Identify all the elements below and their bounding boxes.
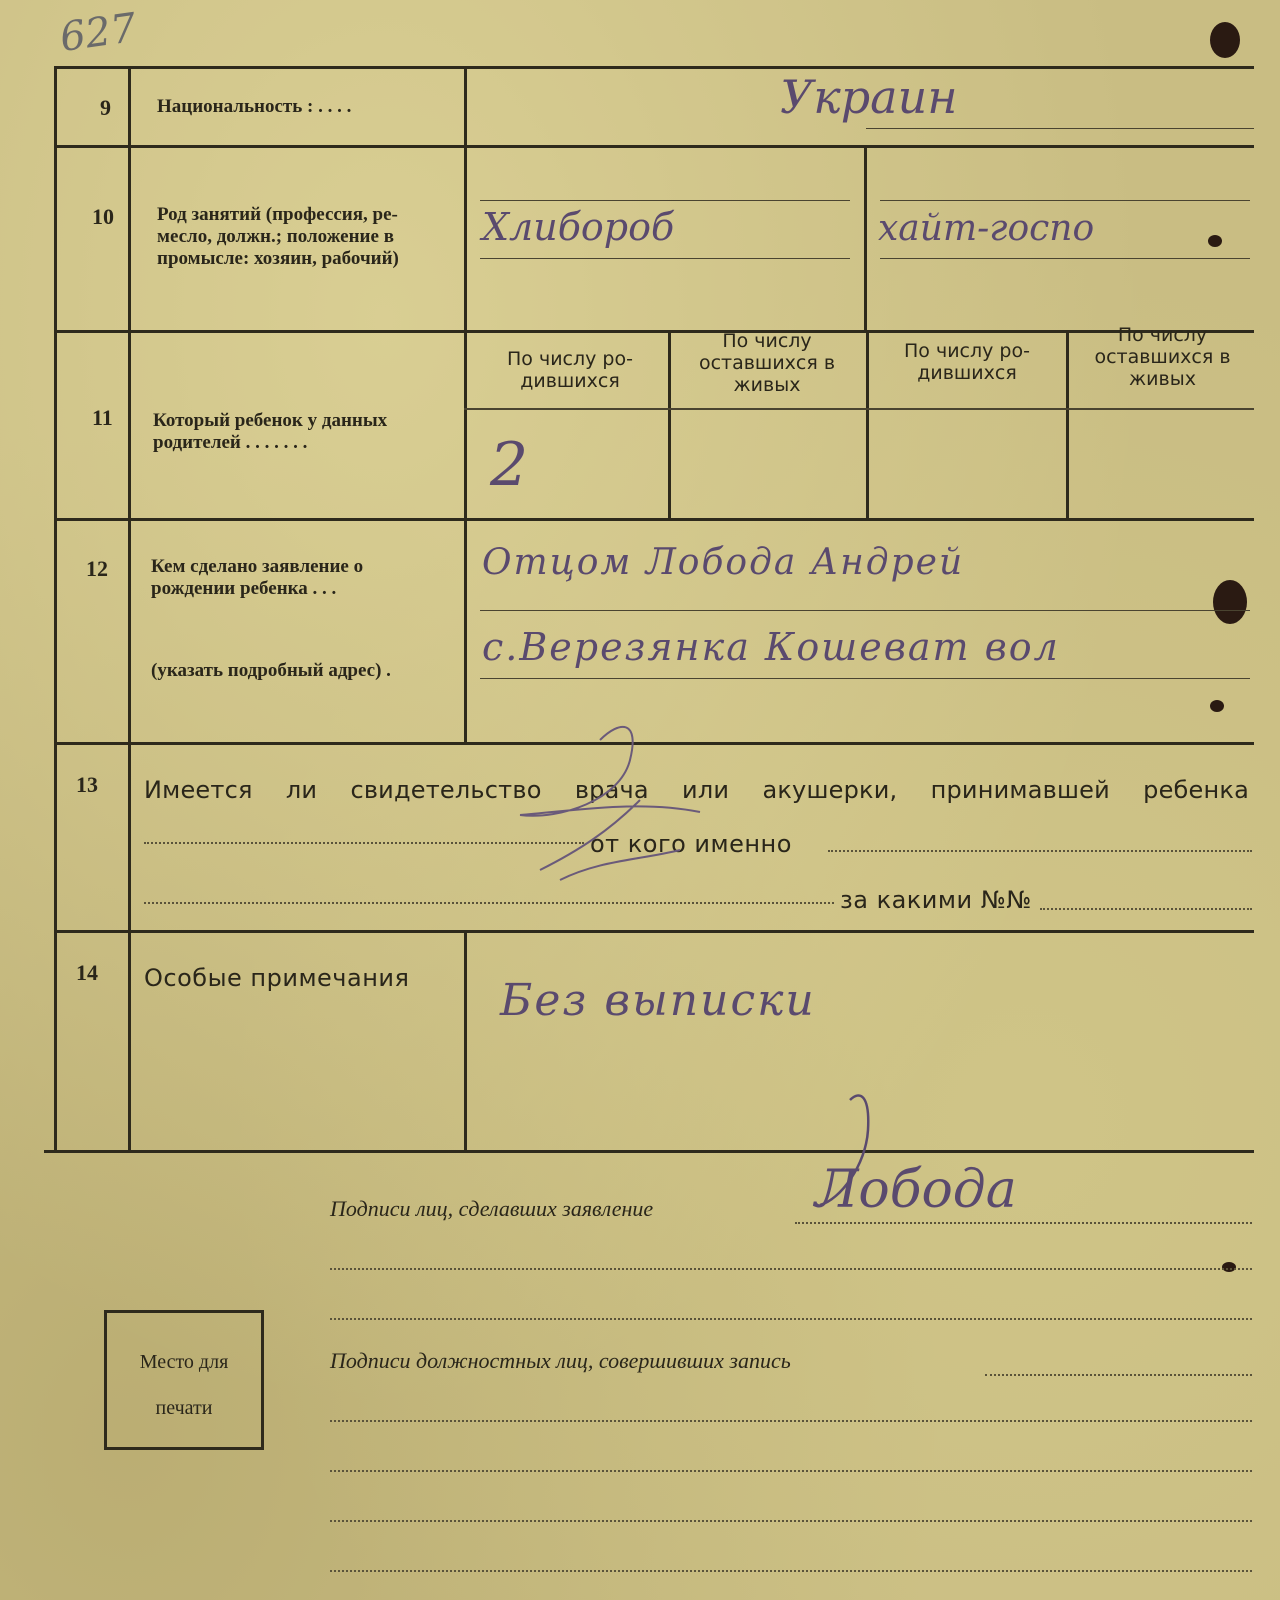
row-12-declarant-value: Отцом Лобода Андрей xyxy=(482,542,965,583)
row-13-question: Имеется ли свидетельство врача или акушерки, принимавшей ребенка xyxy=(144,776,1249,804)
row-12-label-line-1: Кем сделано заявление о xyxy=(151,556,364,577)
row-13-from-whom: от кого именно xyxy=(590,830,792,858)
row-10-occupation-value: Хлибороб xyxy=(482,205,675,249)
row-12-address-value: с.Верезянка Кошеват вол xyxy=(482,625,1060,669)
row-9-label-dots: . . . . xyxy=(313,96,352,117)
row-11-col-header-born-2: По числу ро- дившихся xyxy=(904,340,1030,384)
row-10-label-line-1: Род занятий (профессия, ре- xyxy=(157,204,398,225)
row-11-number: 11 xyxy=(92,405,113,430)
officials-extra-line-4 xyxy=(330,1570,1252,1572)
applicants-signature-label: Подписи лиц, сделавших заявление xyxy=(330,1196,654,1221)
row-14-number: 14 xyxy=(76,960,98,985)
row-11-label-line-2: родителей . . . . . . . xyxy=(153,432,308,453)
officials-extra-line-3 xyxy=(330,1520,1252,1522)
officials-extra-line-2 xyxy=(330,1470,1252,1472)
stamp-place-line-2: печати xyxy=(155,1397,213,1419)
row-12-address-label: (указать подробный адрес) . xyxy=(151,660,391,681)
applicant-signature: Лобода xyxy=(815,1160,1017,1220)
row-11-child-order-value: 2 xyxy=(490,430,529,500)
row-12-number: 12 xyxy=(86,556,108,581)
stamp-place-line-1: Место для xyxy=(139,1351,229,1373)
row-9-nationality-value: Украин xyxy=(780,70,958,124)
row-11-col-header-alive-1: По числу оставшихся в живых xyxy=(698,330,836,396)
row-10-position-value: хайт-госпо xyxy=(878,208,1095,249)
corner-note: 627 xyxy=(57,4,140,62)
row-11-col-header-born-1: По числу ро- дившихся xyxy=(507,348,633,392)
row-10-label-line-2: месло, должн.; положение в xyxy=(157,226,394,247)
row-14-remarks-value: Без выписки xyxy=(500,975,816,1026)
officials-extra-line-1 xyxy=(330,1420,1252,1422)
officials-signature-dotline xyxy=(985,1374,1252,1376)
row-13-which-numbers: за какими №№ xyxy=(840,886,1032,914)
row-12-label-line-2: рождении ребенка . . . xyxy=(151,578,337,599)
row-11-col-header-alive-2: По числу оставшихся в живых xyxy=(1094,324,1231,390)
officials-signature-label: Подписи должностных лиц, совершивших запись xyxy=(330,1348,791,1373)
row-9-label-text: Национальность : xyxy=(157,96,314,117)
row-11-label-line-1: Который ребенок у данных xyxy=(153,410,388,431)
row-14-label: Особые примечания xyxy=(144,964,410,992)
row-9-number: 9 xyxy=(100,95,111,120)
applicants-extra-line-1 xyxy=(330,1268,1252,1270)
applicants-extra-line-2 xyxy=(330,1318,1252,1320)
row-10-number: 10 xyxy=(92,204,114,229)
row-10-label-line-3: промысле: хозяин, рабочий) xyxy=(157,248,399,269)
stamp-place-box xyxy=(104,1310,264,1450)
row-13-number: 13 xyxy=(76,772,98,797)
